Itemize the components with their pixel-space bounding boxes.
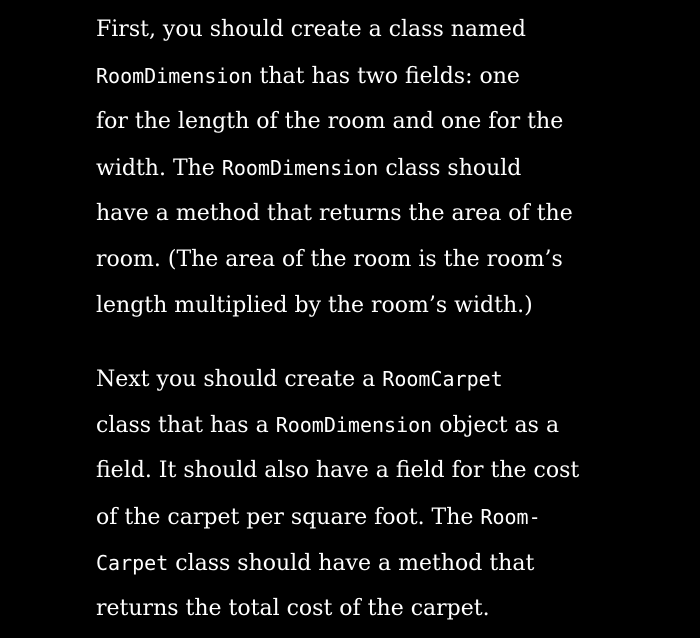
text-segment: of the carpet per square foot. The <box>96 505 481 530</box>
text-segment: object as a <box>432 413 560 438</box>
code-room-carpet-part: Room- <box>480 505 541 529</box>
text-segment: that has two fields: one <box>252 64 520 89</box>
text-line <box>96 402 686 448</box>
text-segment: class should <box>378 156 522 181</box>
text-segment: width. The <box>96 156 222 181</box>
text-line: returns the total cost of the carpet. <box>96 596 490 621</box>
text-line: room. (The area of the room is the room’s <box>96 247 563 272</box>
text-segment: Next you should create a <box>96 367 383 392</box>
code-room-dimension: RoomDimension <box>221 156 379 180</box>
text-line: have a method that returns the area of the <box>96 201 573 226</box>
text-line <box>96 145 686 191</box>
text-line: for the length of the room and one for the <box>96 109 564 134</box>
text-segment: class should have a method that <box>168 551 535 576</box>
text-segment: class that has a <box>96 413 276 438</box>
code-room-carpet-part: Carpet <box>96 551 169 575</box>
code-room-dimension: RoomDimension <box>96 64 253 88</box>
paragraph-room-dimension <box>96 7 686 329</box>
text-line: length multiplied by the room’s width.) <box>96 293 533 318</box>
code-room-dimension: RoomDimension <box>275 413 433 437</box>
text-line <box>96 53 686 99</box>
text-line <box>96 356 686 402</box>
text-line <box>96 494 686 540</box>
text-line <box>96 540 686 586</box>
text-line: field. It should also have a field for the cost <box>96 458 580 483</box>
paragraph-room-carpet <box>96 356 686 632</box>
text-line: First, you should create a class named <box>96 17 526 42</box>
code-room-carpet: RoomCarpet <box>382 367 503 391</box>
